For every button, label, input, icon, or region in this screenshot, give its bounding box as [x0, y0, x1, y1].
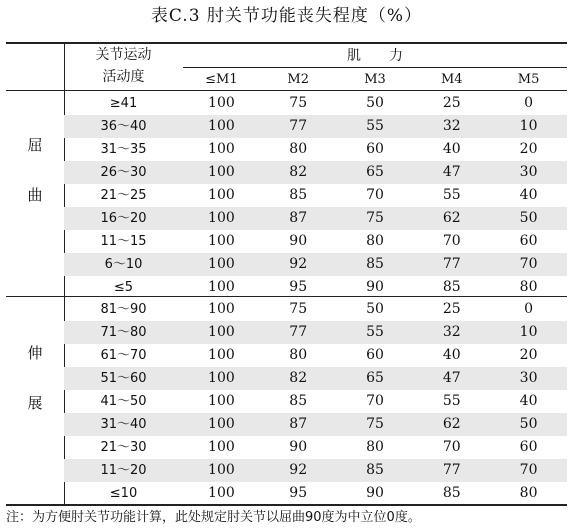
value-cell: 32	[442, 324, 461, 340]
value-cell: 10	[519, 324, 538, 340]
range-cell: 81～90	[100, 302, 147, 317]
value-cell: 92	[289, 256, 308, 272]
value-cell: 100	[208, 141, 235, 157]
value-cell: 80	[519, 485, 538, 501]
group-label-char: 伸	[27, 344, 43, 362]
table-row	[64, 321, 567, 344]
value-cell: 80	[519, 279, 538, 295]
value-cell: 20	[519, 347, 538, 363]
range-cell: ≥41	[109, 96, 138, 111]
value-cell: 85	[289, 393, 308, 409]
value-cell: 50	[519, 416, 538, 432]
table-row	[64, 459, 567, 482]
value-cell: 100	[208, 393, 235, 409]
value-cell: 70	[519, 462, 538, 478]
value-cell: 90	[366, 485, 384, 501]
value-cell: 77	[289, 118, 308, 134]
value-cell: 92	[289, 462, 308, 478]
table-row	[64, 344, 567, 367]
value-cell: 80	[366, 233, 384, 249]
value-cell: 100	[208, 485, 235, 501]
value-cell: 100	[208, 462, 235, 478]
value-cell: 60	[366, 141, 384, 157]
range-cell: 36～40	[100, 119, 147, 134]
range-cell: 11～20	[100, 463, 147, 478]
muscle-header: 肌 力	[347, 48, 403, 64]
value-cell: 55	[442, 187, 461, 203]
value-cell: 30	[519, 164, 538, 180]
value-cell: 55	[442, 393, 461, 409]
range-cell: ≤10	[109, 486, 138, 501]
value-cell: 30	[519, 370, 538, 386]
range-cell: 26～30	[100, 165, 147, 180]
value-cell: 40	[519, 187, 538, 203]
range-cell: 31～35	[100, 142, 147, 157]
value-cell: 82	[289, 164, 308, 180]
value-cell: 100	[208, 301, 235, 317]
table-row	[64, 390, 567, 413]
value-cell: 85	[442, 279, 461, 295]
muscle-subrule	[183, 67, 567, 68]
value-cell: 0	[524, 95, 534, 111]
value-cell: 40	[442, 141, 461, 157]
col-header: ≤M1	[205, 72, 238, 87]
value-cell: 70	[442, 233, 461, 249]
value-cell: 100	[208, 370, 235, 386]
table-row	[64, 161, 567, 184]
value-cell: 60	[519, 439, 538, 455]
value-cell: 85	[366, 462, 384, 478]
value-cell: 100	[208, 164, 235, 180]
value-cell: 47	[442, 370, 461, 386]
value-cell: 55	[366, 324, 384, 340]
table-row	[64, 230, 567, 253]
group-label-char: 屈	[27, 136, 43, 154]
range-cell: 16～20	[100, 211, 147, 226]
value-cell: 60	[366, 347, 384, 363]
table-row	[64, 482, 567, 505]
value-cell: 80	[366, 439, 384, 455]
muscle-columns	[183, 70, 567, 90]
motion-header-line2: 活动度	[102, 69, 145, 85]
value-cell: 100	[208, 118, 235, 134]
value-cell: 50	[366, 95, 384, 111]
value-cell: 70	[366, 393, 384, 409]
value-cell: 75	[289, 301, 308, 317]
value-cell: 10	[519, 118, 538, 134]
header-rule	[6, 90, 567, 91]
table-row	[64, 276, 567, 299]
value-cell: 90	[366, 279, 384, 295]
value-cell: 80	[289, 141, 308, 157]
range-cell: 21～25	[100, 188, 147, 203]
col-header: M5	[517, 72, 540, 87]
group-label-char: 展	[27, 394, 43, 412]
range-cell: 6～10	[104, 257, 143, 272]
top-rule	[6, 42, 567, 44]
value-cell: 90	[289, 439, 308, 455]
value-cell: 47	[442, 164, 461, 180]
value-cell: 80	[289, 347, 308, 363]
table-row	[64, 115, 567, 138]
value-cell: 60	[519, 233, 538, 249]
value-cell: 100	[208, 439, 235, 455]
value-cell: 100	[208, 416, 235, 432]
table-row	[64, 184, 567, 207]
col-header: M4	[440, 72, 463, 87]
value-cell: 32	[442, 118, 461, 134]
value-cell: 40	[519, 393, 538, 409]
value-cell: 25	[442, 301, 461, 317]
value-cell: 100	[208, 324, 235, 340]
table-row	[64, 413, 567, 436]
value-cell: 50	[519, 210, 538, 226]
value-cell: 20	[519, 141, 538, 157]
group-label-char: 曲	[27, 186, 43, 204]
table-row	[64, 436, 567, 459]
range-cell: 51～60	[100, 371, 147, 386]
value-cell: 82	[289, 370, 308, 386]
col-header: M3	[364, 72, 386, 87]
value-cell: 70	[519, 256, 538, 272]
range-cell: 71～80	[100, 325, 147, 340]
value-cell: 100	[208, 95, 235, 111]
motion-header-line1: 关节运动	[95, 47, 152, 63]
value-cell: 40	[442, 347, 461, 363]
footnote: 注：为方便肘关节功能计算，此处规定肘关节以屈曲90度为中立位0度。	[6, 510, 421, 525]
table-row	[64, 253, 567, 276]
value-cell: 87	[289, 416, 308, 432]
table-row	[64, 367, 567, 390]
value-cell: 90	[289, 233, 308, 249]
value-cell: 50	[366, 301, 384, 317]
value-cell: 55	[366, 118, 384, 134]
value-cell: 62	[442, 210, 461, 226]
value-cell: 25	[442, 95, 461, 111]
value-cell: 75	[366, 210, 384, 226]
table-title: 表C.3 肘关节功能丧失程度（%）	[150, 6, 423, 26]
value-cell: 65	[366, 370, 384, 386]
value-cell: 100	[208, 187, 235, 203]
value-cell: 75	[366, 416, 384, 432]
value-cell: 95	[289, 485, 308, 501]
value-cell: 87	[289, 210, 308, 226]
range-cell: 11～15	[100, 234, 147, 249]
value-cell: 77	[442, 256, 461, 272]
table-row	[64, 138, 567, 161]
value-cell: 77	[442, 462, 461, 478]
range-cell: ≤5	[113, 280, 134, 295]
table-row	[64, 207, 567, 230]
value-cell: 0	[524, 301, 534, 317]
value-cell: 77	[289, 324, 308, 340]
value-cell: 100	[208, 210, 235, 226]
value-cell: 100	[208, 279, 235, 295]
value-cell: 100	[208, 233, 235, 249]
value-cell: 75	[289, 95, 308, 111]
range-cell: 61～70	[100, 348, 147, 363]
range-cell: 21～30	[100, 440, 147, 455]
range-cell: 41～50	[100, 394, 147, 409]
range-cell: 31～40	[100, 417, 147, 432]
table-row	[64, 298, 567, 321]
value-cell: 100	[208, 347, 235, 363]
value-cell: 65	[366, 164, 384, 180]
value-cell: 70	[442, 439, 461, 455]
col-header: M2	[287, 72, 309, 87]
value-cell: 62	[442, 416, 461, 432]
value-cell: 85	[442, 485, 461, 501]
value-cell: 85	[289, 187, 308, 203]
value-cell: 70	[366, 187, 384, 203]
value-cell: 85	[366, 256, 384, 272]
table-row	[64, 92, 567, 115]
value-cell: 100	[208, 256, 235, 272]
value-cell: 95	[289, 279, 308, 295]
